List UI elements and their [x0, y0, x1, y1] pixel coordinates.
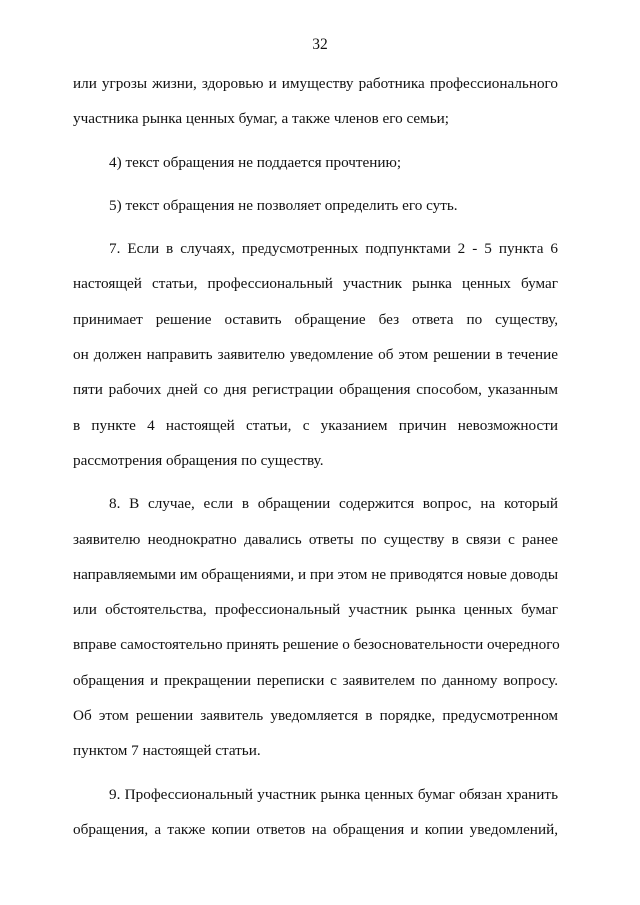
text-line: принимает решение оставить обращение без ответа по существу, [73, 310, 558, 328]
page-number: 32 [312, 36, 328, 53]
text-line: Об этом решении заявитель уведомляется в порядке, предусмотренном [73, 707, 558, 725]
text-line: заявителю неоднократно давались ответы по существу в связи с ранее [73, 530, 558, 548]
text-line: вправе самостоятельно принять решение о безосновательности очередного [73, 636, 560, 654]
paragraph [73, 486, 558, 768]
paragraph [73, 188, 558, 223]
text-line: обращения и прекращении переписки с заявителем по данному вопросу. [73, 671, 558, 689]
text-line: 9. Профессиональный участник рынка ценных бумаг обязан хранить [109, 785, 558, 803]
text-line: в пункте 4 настоящей статьи, с указанием причин невозможности [73, 416, 558, 434]
text-line: участника рынка ценных бумаг, а также членов его семьи; [73, 110, 450, 128]
text-line: рассмотрения обращения по существу. [73, 451, 324, 469]
text-line: обращения, а также копии ответов на обращения и копии уведомлений, [73, 820, 558, 838]
document-body [73, 66, 558, 855]
text-line: пяти рабочих дней со дня регистрации обращения способом, указанным [73, 381, 558, 399]
text-line: 7. Если в случаях, предусмотренных подпунктами 2 - 5 пункта 6 [109, 240, 558, 258]
text-line: настоящей статьи, профессиональный участник рынка ценных бумаг [73, 275, 558, 293]
text-line: или обстоятельства, профессиональный участник рынка ценных бумаг [73, 601, 558, 619]
text-line: пунктом 7 настоящей статьи. [73, 742, 261, 760]
paragraph [73, 231, 558, 478]
text-line: направляемыми им обращениями, и при этом не приводятся новые доводы [73, 565, 559, 583]
text-line: 4) текст обращения не поддается прочтению; [109, 153, 402, 171]
text-line: 5) текст обращения не позволяет определить его суть. [109, 196, 458, 214]
paragraph [73, 66, 558, 137]
text-line: он должен направить заявителю уведомление об этом решении в течение [73, 346, 558, 364]
paragraph [73, 777, 558, 848]
text-line: или угрозы жизни, здоровью и имуществу работника профессионального [73, 75, 558, 92]
text-line: 8. В случае, если в обращении содержится вопрос, на который [109, 495, 558, 513]
paragraph [73, 145, 558, 180]
